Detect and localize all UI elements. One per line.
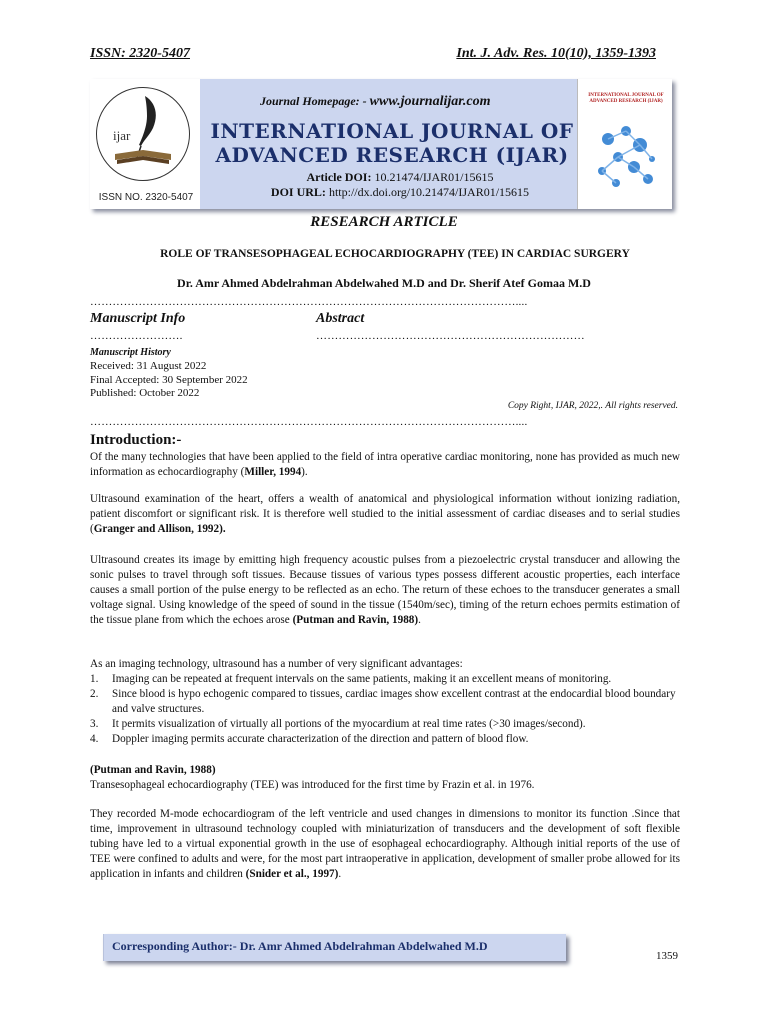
list-number: 2. xyxy=(90,688,99,700)
paragraph-tail: . xyxy=(418,614,421,626)
intro-paragraph-2 xyxy=(90,492,680,537)
doi-block xyxy=(230,170,570,200)
paragraph-tail: ). xyxy=(301,466,308,478)
intro-paragraph-1 xyxy=(90,450,680,480)
citation-ref: Miller, 1994 xyxy=(244,466,302,478)
logo-issn: ISSN NO. 2320-5407 xyxy=(98,192,194,203)
list-item xyxy=(90,672,680,687)
running-header xyxy=(90,46,656,66)
journal-title xyxy=(202,119,582,167)
copyright-notice: Copy Right, IJAR, 2022,. All rights reserved. xyxy=(507,401,678,411)
doi-url-label: DOI URL: xyxy=(270,185,326,199)
molecule-graphic-icon xyxy=(578,79,672,209)
published-date: Published: October 2022 xyxy=(90,387,200,399)
divider-abstract: ……………………………………………………………… xyxy=(316,330,585,342)
header-citation: Int. J. Adv. Res. 10(10), 1359-1393 xyxy=(456,46,656,61)
manuscript-info-heading: Manuscript Info xyxy=(90,311,186,326)
accepted-date: Final Accepted: 30 September 2022 xyxy=(90,374,248,386)
cover-title: INTERNATIONAL JOURNAL OF ADVANCED RESEARCH (IJAR) xyxy=(588,93,664,104)
received-date: Received: 31 August 2022 xyxy=(90,360,207,372)
journal-title-line2: ADVANCED RESEARCH (IJAR) xyxy=(215,143,569,167)
advantages-list xyxy=(90,657,680,747)
intro-paragraph-4 xyxy=(90,807,680,882)
citation-ref: (Putman and Ravin, 1988) xyxy=(292,614,419,626)
abstract-heading: Abstract xyxy=(316,311,365,326)
introduction-heading: Introduction:- xyxy=(90,432,182,448)
paragraph-text: They recorded M-mode echocardiogram of the left ventricle and used changes in dimensions to monitor its function .Since that time, improvement in ultrasound technology coupled with miniaturization of transducers and the development of soft flexible tubing have led to a virtual exponential growth in the use of esophageal echocardiography. Although initial reports of the use of TEE were confined to adults and were, for the most part intraoperative in application, development of smaller probe allowed for its application in infants and children xyxy=(90,808,680,880)
doi-url-link[interactable]: http://dx.doi.org/10.21474/IJAR01/15615 xyxy=(328,185,530,199)
divider-bottom: …………………………………………………………………………………………………….... xyxy=(90,416,528,428)
list-text: Since blood is hypo echogenic compared to tissues, cardiac images show excellent contrast at the endocardial blood boundary and valve structures. xyxy=(112,688,676,715)
homepage-link[interactable]: www.journalijar.com xyxy=(369,94,491,109)
journal-title-line1: INTERNATIONAL JOURNAL OF xyxy=(210,119,574,143)
paragraph-text: Ultrasound creates its image by emitting high frequency acoustic pulses from a piezoelectric crystal transducer and allowing the sonic pulses to travel through soft tissues. Because tissues of various types possess different acoustic properties, each interface causes a small portion of the pulse energy to be reflected as an echo. The return of these echoes to the transducer generates a small voltage signal. Using knowledge of the speed of sound in the tissue (1540m/sec), timing of the return echoes permits estimation of the tissue plane from which the echoes arose xyxy=(90,554,680,626)
putman-reference-block xyxy=(90,763,680,793)
citation-ref: (Snider et al., 1997) xyxy=(245,868,339,880)
logo-text: ijar xyxy=(113,128,131,143)
article-title: ROLE OF TRANSESOPHAGEAL ECHOCARDIOGRAPHY (TEE) IN CARDIAC SURGERY xyxy=(160,248,630,260)
list-item xyxy=(90,687,680,717)
journal-cover-image xyxy=(577,79,672,209)
list-text: Doppler imaging permits accurate characterization of the direction and pattern of blood flow. xyxy=(112,733,529,745)
paragraph-tail: . xyxy=(338,868,342,880)
header-issn: ISSN: 2320-5407 xyxy=(90,46,190,61)
doi-label: Article DOI: xyxy=(306,170,372,184)
journal-banner xyxy=(90,79,672,209)
list-number: 1. xyxy=(90,673,99,685)
intro-paragraph-3 xyxy=(90,553,680,628)
citation-ref: Granger and Allison, 1992). xyxy=(93,523,226,535)
list-item xyxy=(90,717,680,732)
list-text: Imaging can be repeated at frequent intervals on the same patients, making it an excellent means of monitoring. xyxy=(112,673,612,685)
quill-book-icon xyxy=(97,88,189,180)
manuscript-history-heading: Manuscript History xyxy=(90,347,171,358)
divider-info: ……………………. xyxy=(90,330,183,342)
tee-sentence: Transesophageal echocardiography (TEE) was introduced for the first time by Frazin et al. in 1976. xyxy=(90,779,535,791)
list-item xyxy=(90,732,680,747)
page-number: 1359 xyxy=(656,950,678,962)
list-intro: As an imaging technology, ultrasound has a number of very significant advantages: xyxy=(90,658,463,670)
article-authors: Dr. Amr Ahmed Abdelrahman Abdelwahed M.D and Dr. Sherif Atef Gomaa M.D xyxy=(177,276,591,290)
journal-homepage xyxy=(260,94,560,110)
paragraph-text: Of the many technologies that have been applied to the field of intra operative cardiac monitoring, none has provided as much new information as echocardiography ( xyxy=(90,451,680,478)
corresponding-author: Corresponding Author:- Dr. Amr Ahmed Abdelrahman Abdelwahed M.D xyxy=(112,939,488,953)
paragraph-text: Ultrasound examination of the heart, offers a wealth of anatomical and physiological information without ionizing radiation, patient discomfort or significant risk. It is therefore well studied to the initial assessment of cardiac diseases and to serial studies ( xyxy=(90,493,680,535)
logo-emblem xyxy=(96,87,190,181)
journal-logo xyxy=(90,79,200,209)
list-number: 3. xyxy=(90,718,99,730)
article-type: RESEARCH ARTICLE xyxy=(310,214,458,230)
list-number: 4. xyxy=(90,733,99,745)
corresponding-author-box xyxy=(103,934,566,961)
divider-top: …………………………………………………………………………………………………….... xyxy=(90,296,528,308)
doi-value: 10.21474/IJAR01/15615 xyxy=(374,170,494,184)
citation-ref: (Putman and Ravin, 1988) xyxy=(90,764,216,776)
list-text: It permits visualization of virtually all portions of the myocardium at real time rates (>30 images/second). xyxy=(112,718,586,730)
homepage-label: Journal Homepage: - xyxy=(260,94,367,108)
